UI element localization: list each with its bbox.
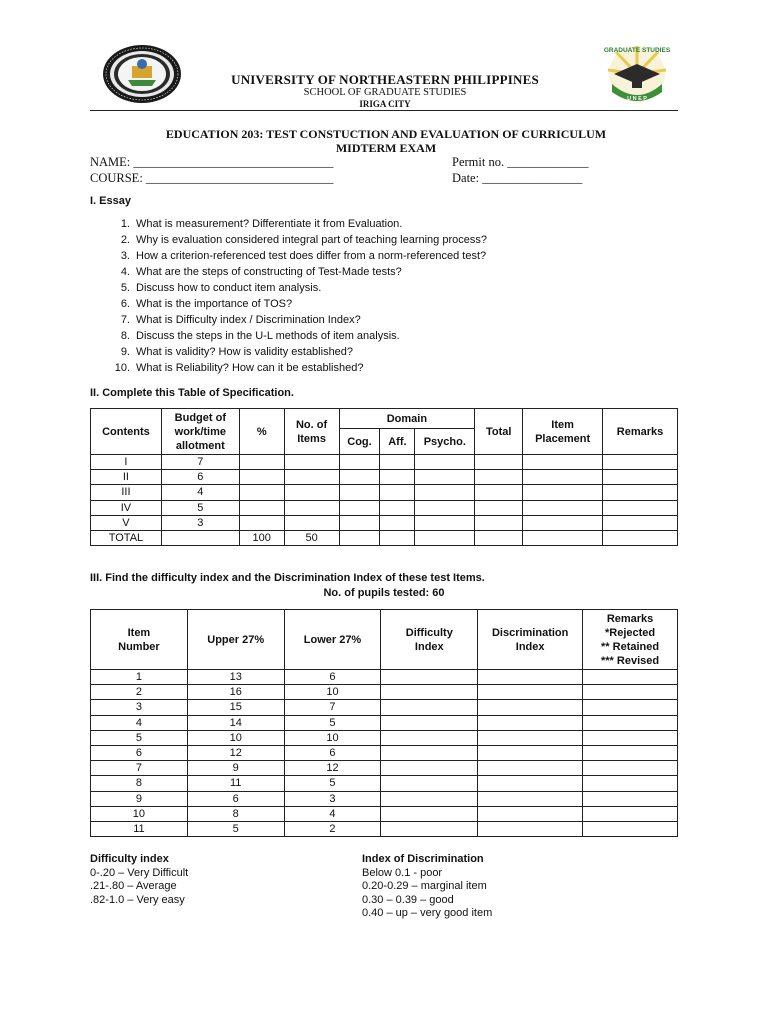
ia-cell-lower: 2: [284, 821, 381, 836]
ia-cell-remarks[interactable]: [583, 700, 678, 715]
tos-cell-total[interactable]: [475, 485, 523, 500]
legend-line: 0.20-0.29 – marginal item: [362, 880, 487, 892]
tos-header-contents: Contents: [91, 409, 162, 455]
ia-row: [91, 821, 678, 836]
tos-cell-remarks[interactable]: [603, 515, 678, 530]
ia-row: [91, 761, 678, 776]
ia-cell-discrimination[interactable]: [478, 761, 583, 776]
ia-cell-remarks[interactable]: [583, 806, 678, 821]
essay-question: [110, 216, 487, 232]
school-name: SCHOOL OF GRADUATE STUDIES: [303, 87, 467, 98]
essay-question-number: 1.: [120, 218, 130, 230]
ia-cell-difficulty[interactable]: [381, 700, 478, 715]
tos-header-total: Total: [475, 409, 523, 455]
ia-cell-item: 5: [91, 730, 188, 745]
ia-cell-discrimination[interactable]: [478, 700, 583, 715]
graduate-studies-logo: [596, 40, 678, 106]
pupils-tested: No. of pupils tested: 60: [323, 587, 445, 599]
tos-header-placement: Item Placement: [523, 409, 603, 455]
tos-cell-remarks[interactable]: [603, 455, 678, 470]
ia-cell-lower: 6: [284, 745, 381, 760]
tos-cell-budget: 6: [161, 470, 239, 485]
ia-cell-difficulty[interactable]: [381, 730, 478, 745]
tos-header-budget: Budget of work/time allotment: [161, 409, 239, 455]
ia-cell-remarks[interactable]: [583, 685, 678, 700]
ia-row: [91, 776, 678, 791]
ia-row: [91, 806, 678, 821]
date-field[interactable]: Date: ________________: [452, 171, 583, 185]
ia-cell-remarks[interactable]: [583, 670, 678, 685]
ia-cell-remarks[interactable]: [583, 715, 678, 730]
tos-cell-placement[interactable]: [523, 515, 603, 530]
essay-heading: I. Essay: [90, 195, 131, 207]
tos-table: [90, 408, 678, 546]
ia-cell-difficulty[interactable]: [381, 715, 478, 730]
tos-cell-placement[interactable]: [523, 470, 603, 485]
ia-cell-upper: 12: [187, 745, 284, 760]
ia-cell-remarks[interactable]: [583, 745, 678, 760]
tos-cell-remarks[interactable]: [603, 530, 678, 545]
ia-cell-item: 6: [91, 745, 188, 760]
ia-cell-item: 8: [91, 776, 188, 791]
tos-cell-psycho[interactable]: [415, 530, 475, 545]
header-rule: [90, 110, 678, 111]
ia-cell-difficulty[interactable]: [381, 761, 478, 776]
tos-cell-content: III: [91, 485, 162, 500]
essay-question-text: What is Reliability? How can it be established?: [136, 362, 364, 374]
tos-cell-cog[interactable]: [339, 485, 380, 500]
ia-cell-upper: 13: [187, 670, 284, 685]
name-field[interactable]: NAME: ________________________________: [90, 155, 334, 169]
ia-header-remarks: Remarks *Rejected ** Retained *** Revised: [583, 610, 678, 670]
ia-cell-item: 4: [91, 715, 188, 730]
ia-cell-upper: 14: [187, 715, 284, 730]
ia-cell-lower: 5: [284, 715, 381, 730]
ia-cell-remarks[interactable]: [583, 730, 678, 745]
essay-question-number: 5.: [120, 282, 130, 294]
tos-cell-remarks[interactable]: [603, 500, 678, 515]
ia-row: [91, 700, 678, 715]
essay-question: [110, 328, 487, 344]
ia-cell-upper: 10: [187, 730, 284, 745]
tos-header-domain: Domain: [339, 409, 475, 429]
essay-question-number: 7.: [120, 314, 130, 326]
tos-cell-budget: [161, 530, 239, 545]
essay-question-text: What are the steps of constructing of Test-Made tests?: [136, 266, 402, 278]
essay-question: [110, 296, 487, 312]
tos-cell-content: V: [91, 515, 162, 530]
ia-row: [91, 730, 678, 745]
ia-header-item: Item Number: [91, 610, 188, 670]
ia-row: [91, 715, 678, 730]
essay-question-text: Discuss how to conduct item analysis.: [136, 282, 322, 294]
tos-cell-cog[interactable]: [339, 470, 380, 485]
tos-cell-pct: [239, 455, 284, 470]
tos-cell-content: II: [91, 470, 162, 485]
tos-cell-placement[interactable]: [523, 455, 603, 470]
essay-question: [110, 360, 487, 376]
ia-cell-discrimination[interactable]: [478, 670, 583, 685]
tos-row: [91, 530, 678, 545]
tos-cell-items: [284, 515, 339, 530]
tos-cell-cog[interactable]: [339, 530, 380, 545]
essay-question: [110, 264, 487, 280]
tos-header-aff: Aff.: [380, 429, 415, 455]
essay-question-text: What is Difficulty index / Discrimination Index?: [136, 314, 361, 326]
ia-cell-remarks[interactable]: [583, 761, 678, 776]
tos-cell-items: [284, 485, 339, 500]
ia-cell-lower: 6: [284, 670, 381, 685]
tos-cell-psycho[interactable]: [415, 485, 475, 500]
tos-header-percent: %: [239, 409, 284, 455]
essay-question: [110, 312, 487, 328]
ia-row: [91, 745, 678, 760]
essay-question-number: 10.: [114, 362, 130, 374]
ia-cell-upper: 15: [187, 700, 284, 715]
essay-question: [110, 344, 487, 360]
ia-cell-lower: 7: [284, 700, 381, 715]
essay-question-number: 8.: [120, 330, 130, 342]
tos-cell-content: TOTAL: [91, 530, 162, 545]
tos-cell-cog[interactable]: [339, 455, 380, 470]
ia-cell-difficulty[interactable]: [381, 745, 478, 760]
ia-cell-remarks[interactable]: [583, 776, 678, 791]
legend-line: Below 0.1 - poor: [362, 866, 443, 879]
ia-cell-discrimination[interactable]: [478, 685, 583, 700]
tos-row: [91, 515, 678, 530]
tos-cell-pct: [239, 485, 284, 500]
essay-question-text: Discuss the steps in the U-L methods of item analysis.: [136, 330, 400, 342]
ia-cell-upper: 16: [187, 685, 284, 700]
tos-header-cog: Cog.: [339, 429, 380, 455]
tos-cell-pct: [239, 500, 284, 515]
tos-row: [91, 455, 678, 470]
ia-cell-item: 2: [91, 685, 188, 700]
tos-cell-aff[interactable]: [380, 500, 415, 515]
tos-header-items: No. of Items: [284, 409, 339, 455]
tos-row: [91, 500, 678, 515]
ia-cell-item: 10: [91, 806, 188, 821]
legend-line: 0-.20 – Very Difficult: [90, 866, 189, 879]
university-header: [190, 72, 580, 110]
tos-cell-psycho[interactable]: [415, 515, 475, 530]
ia-cell-difficulty[interactable]: [381, 821, 478, 836]
essay-question-number: 2.: [120, 234, 130, 246]
ia-cell-lower: 10: [284, 730, 381, 745]
tos-cell-total[interactable]: [475, 455, 523, 470]
legend-line: 0.40 – up – very good item: [362, 907, 493, 919]
ia-cell-discrimination[interactable]: [478, 776, 583, 791]
ia-cell-upper: 11: [187, 776, 284, 791]
tos-cell-remarks[interactable]: [603, 470, 678, 485]
logo-right-bottom: U N E P: [627, 96, 647, 102]
legend-line: .82-1.0 – Very easy: [90, 893, 185, 906]
tos-cell-budget: 5: [161, 500, 239, 515]
essay-question-number: 4.: [120, 266, 130, 278]
essay-question-text: How a criterion-referenced test does differ from a norm-referenced test?: [136, 250, 487, 262]
ia-row: [91, 791, 678, 806]
university-seal-logo: [102, 44, 182, 104]
city-name: IRIGA CITY: [359, 99, 411, 109]
tos-cell-psycho[interactable]: [415, 455, 475, 470]
tos-cell-pct: [239, 470, 284, 485]
tos-cell-pct: 100: [239, 530, 284, 545]
tos-header-remarks: Remarks: [603, 409, 678, 455]
ia-cell-item: 11: [91, 821, 188, 836]
discrimination-legend-heading: Index of Discrimination: [362, 853, 484, 865]
essay-question-text: What is measurement? Differentiate it from Evaluation.: [136, 218, 403, 230]
ia-cell-item: 3: [91, 700, 188, 715]
essay-question-text: What is validity? How is validity established?: [136, 346, 354, 358]
ia-cell-lower: 12: [284, 761, 381, 776]
ia-cell-discrimination[interactable]: [478, 745, 583, 760]
logo-right-text: GRADUATE STUDIES: [603, 47, 671, 54]
tos-cell-aff[interactable]: [380, 530, 415, 545]
university-name: UNIVERSITY OF NORTHEASTERN PHILIPPINES: [231, 72, 539, 87]
item-analysis-heading: III. Find the difficulty index and the Discrimination Index of these test Items.: [90, 572, 485, 584]
ia-cell-discrimination[interactable]: [478, 821, 583, 836]
course-title: EDUCATION 203: TEST CONSTUCTION AND EVALUATION OF CURRICULUM: [165, 127, 607, 141]
ia-cell-lower: 5: [284, 776, 381, 791]
essay-question-text: Why is evaluation considered integral part of teaching learning process?: [136, 234, 487, 246]
ia-cell-discrimination[interactable]: [478, 806, 583, 821]
essay-question: [110, 232, 487, 248]
essay-question: [110, 280, 487, 296]
tos-header-psycho: Psycho.: [415, 429, 475, 455]
legend-line: 0.30 – 0.39 – good: [362, 893, 454, 906]
ia-cell-lower: 10: [284, 685, 381, 700]
course-field[interactable]: COURSE: ______________________________: [90, 171, 334, 185]
ia-cell-discrimination[interactable]: [478, 715, 583, 730]
tos-row: [91, 470, 678, 485]
ia-cell-difficulty[interactable]: [381, 806, 478, 821]
essay-question-number: 3.: [120, 250, 130, 262]
tos-heading: II. Complete this Table of Specification.: [90, 387, 294, 399]
tos-cell-aff[interactable]: [380, 485, 415, 500]
ia-header-difficulty: Difficulty Index: [381, 610, 478, 670]
tos-cell-budget: 7: [161, 455, 239, 470]
tos-cell-items: [284, 455, 339, 470]
ia-cell-discrimination[interactable]: [478, 791, 583, 806]
ia-row: [91, 670, 678, 685]
ia-header-upper: Upper 27%: [187, 610, 284, 670]
ia-cell-upper: 9: [187, 761, 284, 776]
essay-question-number: 9.: [120, 346, 130, 358]
ia-header-lower: Lower 27%: [284, 610, 381, 670]
tos-cell-total[interactable]: [475, 500, 523, 515]
legend-line: .21-.80 – Average: [90, 880, 177, 892]
ia-cell-difficulty[interactable]: [381, 685, 478, 700]
ia-header-discrimination: Discrimination Index: [478, 610, 583, 670]
difficulty-legend: [90, 853, 188, 907]
ia-cell-upper: 8: [187, 806, 284, 821]
ia-cell-remarks[interactable]: [583, 791, 678, 806]
ia-row: [91, 685, 678, 700]
tos-cell-budget: 4: [161, 485, 239, 500]
ia-cell-item: 9: [91, 791, 188, 806]
midterm-title: MIDTERM EXAM: [335, 141, 437, 155]
ia-cell-difficulty[interactable]: [381, 670, 478, 685]
tos-cell-items: 50: [284, 530, 339, 545]
ia-cell-remarks[interactable]: [583, 821, 678, 836]
tos-cell-aff[interactable]: [380, 455, 415, 470]
difficulty-legend-heading: Difficulty index: [90, 853, 169, 865]
essay-question-number: 6.: [120, 298, 130, 310]
tos-cell-placement[interactable]: [523, 530, 603, 545]
exam-title: [90, 127, 682, 155]
ia-cell-discrimination[interactable]: [478, 730, 583, 745]
permit-field[interactable]: Permit no. _____________: [452, 155, 589, 169]
ia-cell-difficulty[interactable]: [381, 791, 478, 806]
tos-cell-psycho[interactable]: [415, 470, 475, 485]
tos-cell-cog[interactable]: [339, 515, 380, 530]
ia-cell-difficulty[interactable]: [381, 776, 478, 791]
tos-row: [91, 485, 678, 500]
tos-cell-budget: 3: [161, 515, 239, 530]
tos-cell-pct: [239, 515, 284, 530]
tos-cell-total[interactable]: [475, 515, 523, 530]
tos-cell-total[interactable]: [475, 530, 523, 545]
discrimination-legend: [362, 853, 492, 921]
ia-cell-upper: 5: [187, 821, 284, 836]
ia-cell-lower: 4: [284, 806, 381, 821]
tos-cell-remarks[interactable]: [603, 485, 678, 500]
tos-cell-items: [284, 500, 339, 515]
essay-question-text: What is the importance of TOS?: [136, 298, 293, 310]
essay-list: [110, 216, 487, 376]
tos-cell-placement[interactable]: [523, 485, 603, 500]
ia-cell-upper: 6: [187, 791, 284, 806]
item-analysis-table: [90, 609, 678, 837]
ia-cell-lower: 3: [284, 791, 381, 806]
ia-cell-item: 7: [91, 761, 188, 776]
tos-cell-content: I: [91, 455, 162, 470]
tos-cell-placement[interactable]: [523, 500, 603, 515]
tos-cell-content: IV: [91, 500, 162, 515]
ia-cell-item: 1: [91, 670, 188, 685]
tos-cell-aff[interactable]: [380, 515, 415, 530]
tos-cell-total[interactable]: [475, 470, 523, 485]
essay-question: [110, 248, 487, 264]
tos-cell-aff[interactable]: [380, 470, 415, 485]
tos-cell-items: [284, 470, 339, 485]
tos-cell-cog[interactable]: [339, 500, 380, 515]
tos-cell-psycho[interactable]: [415, 500, 475, 515]
